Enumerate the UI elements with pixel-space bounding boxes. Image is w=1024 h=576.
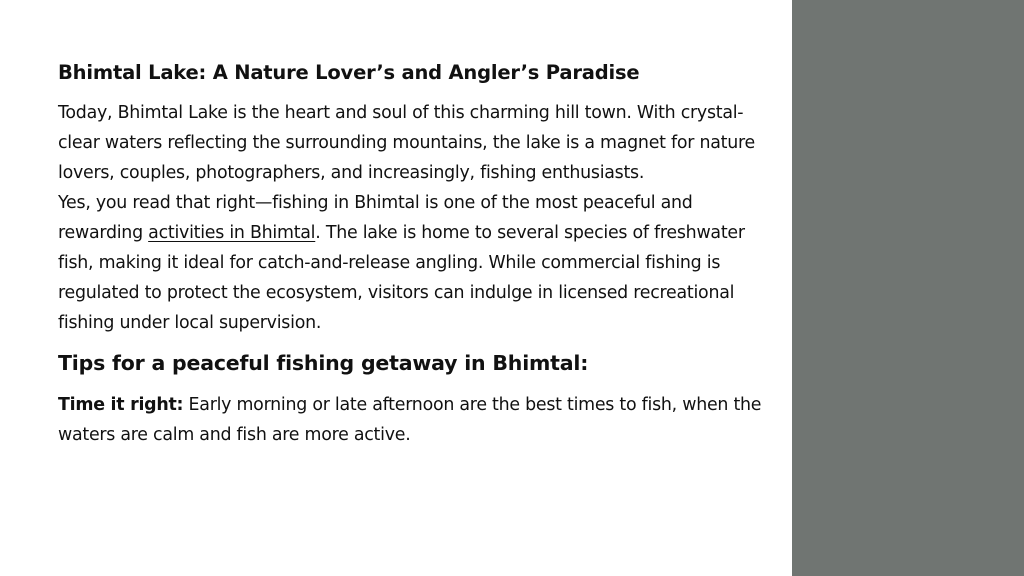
tip-label: Time it right: (58, 395, 184, 415)
article-content (58, 56, 770, 450)
article-heading: Bhimtal Lake: A Nature Lover’s and Angler’s Paradise (58, 61, 640, 84)
paragraph-fishing-text-2: . The lake is home to several species of freshwater fish, making it ideal for catch-and-release angling. While commercial fishing is regulated to protect the ecosystem, visitors can indulge in licensed recreational fishing under local supervision. (58, 223, 745, 333)
paragraph-intro: Today, Bhimtal Lake is the heart and soul of this charming hill town. With crystal-clear waters reflecting the surrounding mountains, the lake is a magnet for nature lovers, couples, photographers, and increasingly, fishing enthusiasts. (58, 103, 755, 183)
activities-link[interactable]: activities in Bhimtal (148, 223, 316, 243)
side-panel (792, 0, 1024, 576)
paragraph-fishing (58, 188, 770, 338)
tip-item (58, 390, 770, 450)
tip-text: Early morning or late afternoon are the best times to fish, when the waters are calm and fish are more active. (58, 395, 762, 445)
tips-heading: Tips for a peaceful fishing getaway in Bhimtal: (58, 351, 589, 375)
paragraph-fishing-text-1: Yes, you read that right—fishing in Bhimtal is one of the most peaceful and rewarding (58, 193, 693, 243)
